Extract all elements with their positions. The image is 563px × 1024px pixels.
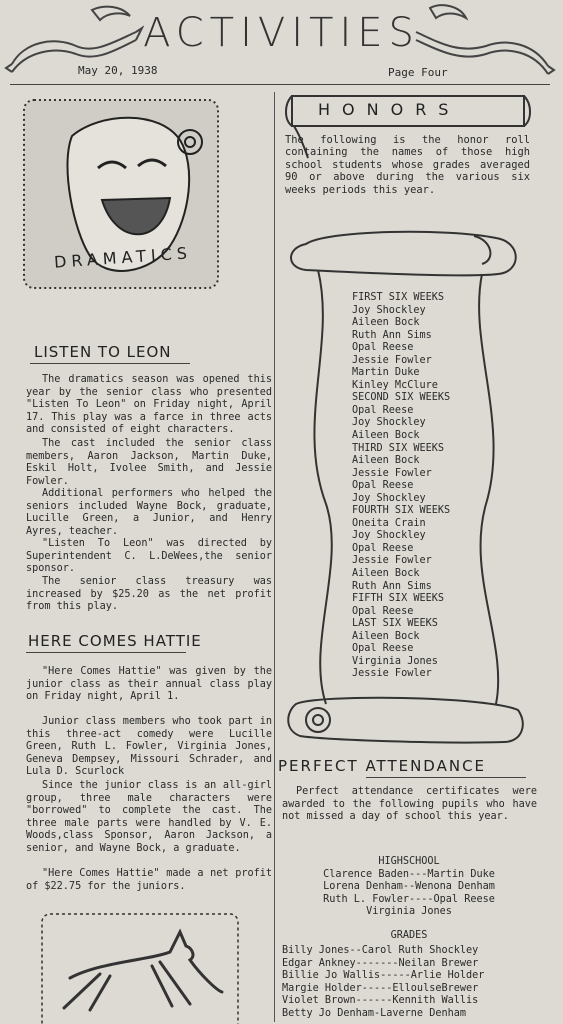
list-item: FOURTH SIX WEEKS	[352, 505, 451, 517]
play2-paragraph: Since the junior class is an all-girl group, three male characters were "borrowed" to complete the cast. The three male parts were handled by V. E. Woods,class Sponsor, Aaron Jackson, a senior, and Wayne Bock, a graduate.	[26, 780, 272, 854]
list-item: THIRD SIX WEEKS	[352, 442, 445, 454]
play1-paragraph: The senior class treasury was increased by $25.20 as the net profit from this play.	[26, 576, 272, 613]
list-item: Joy Shockley	[352, 492, 426, 504]
masthead	[0, 0, 563, 90]
play1-paragraph: The dramatics season was opened this year by the senior class who presented "Listen To Leon" on Friday night, April 17. This play was a farce in three acts and consisted of eight characters.	[26, 374, 272, 436]
list-item: Lorena Denham--Wenona Denham	[323, 881, 495, 893]
play2-heading-rule	[26, 652, 186, 653]
list-item: Opal Reese	[352, 404, 414, 416]
list-item: Joy Shockley	[352, 417, 426, 429]
list-item: Opal Reese	[352, 605, 414, 617]
play1-paragraph: Additional performers who helped the seniors included Wayne Bock, graduate, Lucille Green, a Junior, and Henry Ayres, teacher.	[26, 488, 272, 537]
issue-date: May 20, 1938	[78, 64, 158, 77]
list-item: Aileen Bock	[352, 317, 420, 329]
list-item: Clarence Baden---Martin Duke	[323, 868, 495, 880]
attendance-heading: PERFECT ATTENDANCE	[278, 757, 487, 775]
list-item: Edgar Ankney-------Neilan Brewer	[282, 957, 479, 969]
list-item: Virginia Jones	[366, 906, 452, 918]
list-item: Ruth Ann Sims	[352, 329, 432, 341]
masthead-rule	[10, 84, 550, 85]
play2-paragraph: "Here Comes Hattie" made a net profit of $22.75 for the juniors.	[26, 868, 272, 892]
play2-paragraph: Junior class members who took part in this three-act comedy were Lucille Green, Ruth L. Fowler, Virginia Jones, Geneva Dempsey, Missouri Schrader, and Lula D. Scurlock	[26, 716, 272, 778]
highschool-label: HIGHSCHOOL	[378, 856, 440, 867]
play1-heading: LISTEN TO LEON	[34, 343, 172, 361]
page-number: Page Four	[388, 66, 448, 79]
list-item: Billie Jo Wallis-----Arlie Holder	[282, 970, 485, 982]
list-item: SECOND SIX WEEKS	[352, 392, 451, 404]
list-item: FIFTH SIX WEEKS	[352, 593, 445, 605]
list-item: Betty Jo Denham-Laverne Denham	[282, 1007, 467, 1019]
list-item: Joy Shockley	[352, 304, 426, 316]
masthead-title: ACTIVITIES	[143, 10, 420, 56]
list-item: Opal Reese	[352, 542, 414, 554]
list-item: Violet Brown------Kennith Wallis	[282, 995, 479, 1007]
honors-intro: The following is the honor roll containing the names of those high school students whose grades averaged 90 or above during the various six weeks periods this year.	[285, 134, 530, 196]
play1-paragraph: "Listen To Leon" was directed by Superintendent C. L.DeWees,the senior sponsor.	[26, 538, 272, 575]
list-item: Billy Jones--Carol Ruth Shockley	[282, 945, 479, 956]
list-item: Oneita Crain	[352, 517, 426, 529]
column-divider	[274, 92, 275, 1022]
list-item: Kinley McClure	[352, 379, 438, 391]
list-item: LAST SIX WEEKS	[352, 618, 438, 630]
dramatics-logo-text: DRAMATICS	[53, 243, 193, 272]
list-item: Margie Holder-----ElloulseBrewer	[282, 982, 479, 994]
list-item: Aileen Bock	[352, 568, 420, 580]
play2-heading: HERE COMES HATTIE	[28, 632, 202, 650]
list-item: Jessie Fowler	[352, 668, 432, 680]
list-item: Opal Reese	[352, 480, 414, 492]
highschool-list	[276, 856, 542, 919]
attendance-heading-rule	[366, 777, 526, 778]
list-item: Aileen Bock	[352, 430, 420, 442]
list-item: Opal Reese	[352, 342, 414, 354]
list-item: Aileen Bock	[352, 455, 420, 467]
list-item: Ruth Ann Sims	[352, 580, 432, 592]
list-item: Jessie Fowler	[352, 467, 432, 479]
grades-label: GRADES	[390, 930, 428, 941]
list-item: Jessie Fowler	[352, 555, 432, 567]
list-item: Joy Shockley	[352, 530, 426, 542]
grades-list	[282, 945, 484, 1021]
list-item: Aileen Bock	[352, 630, 420, 642]
play1-paragraph: The cast included the senior class members, Aaron Jackson, Martin Duke, Eskil Holt, Ivolee Smith, and Jessie Fowler.	[26, 438, 272, 487]
list-item: FIRST SIX WEEKS	[352, 292, 445, 303]
honors-heading: HONORS	[318, 100, 461, 119]
list-item: Virginia Jones	[352, 655, 438, 667]
leaping-deer-illustration	[40, 912, 240, 1024]
list-item: Jessie Fowler	[352, 354, 432, 366]
play2-paragraph: "Here Comes Hattie" was given by the junior class as their annual class play on Friday night, April 1.	[26, 666, 272, 703]
honor-roll-list	[352, 292, 450, 681]
list-item: Ruth L. Fowler----Opal Reese	[323, 893, 495, 905]
list-item: Opal Reese	[352, 643, 414, 655]
list-item: Martin Duke	[352, 367, 420, 379]
grades-label-row	[276, 930, 542, 943]
play1-heading-rule	[30, 363, 190, 364]
attendance-intro: Perfect attendance certificates were awarded to the following pupils who have not missed a day of school this year.	[282, 786, 537, 823]
